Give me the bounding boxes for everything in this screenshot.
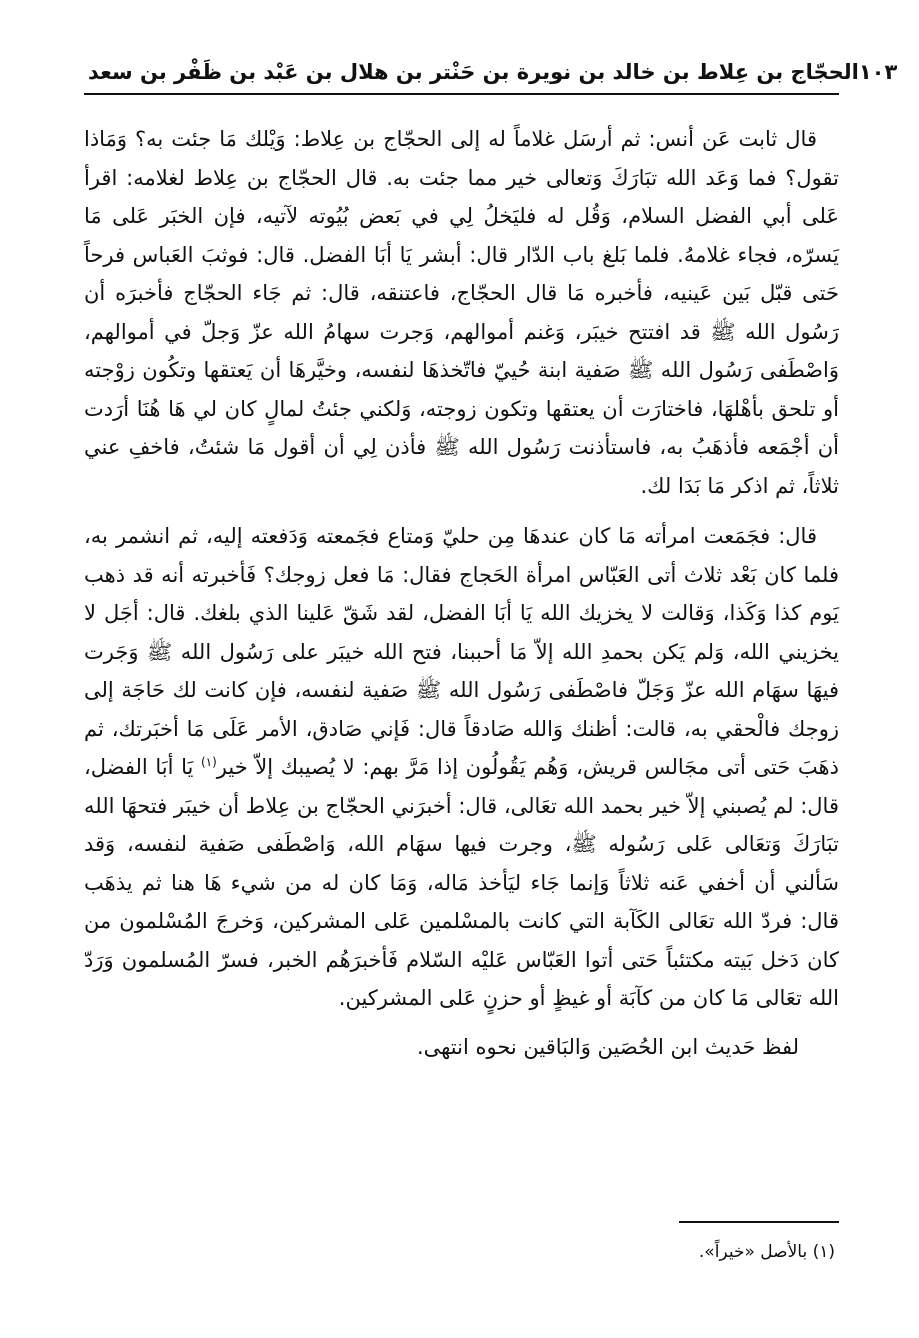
paragraph-3: لفظ حَديث ابن الحُصَين وَالبَاقين نحوه انتهى. <box>416 1034 799 1059</box>
paragraph-2 <box>84 517 839 1018</box>
footnote: (١) بالأصل «خيراً». <box>698 1242 835 1262</box>
footnote-rule <box>679 1221 839 1223</box>
paragraph-2-continuation: يَا أبَا الفضل، قال: لم يُصبني إلاّ خير بحمد الله تعَالى، قال: أخبرَني الحجّاج بن عِلاط أن خيبَر فتحهَا الله تبَارَكَ وَتعَالى عَلى رَسُوله ﷺ، وجرت فيها سهَام الله، وَاصْطَفى صَفية لنفسه، وَقد سَألني أن أخفي عَنه ثلاثاً وَإنما جَاء ليَأخذ مَاله، وَمَا كان له من شيء هَا هنا ثم يذهَب قال: فردّ الله تعَالى الكَآبة التي كانت بالمسْلمين عَلى المشركين، وَخرجَ المُسْلمون من كان دَخل بَيته مكتئباً حَتى أتوا العَبّاس عَليْه السّلام فَأخبرَهُم الخبر، فسرّ المُسلمون وَرَدّ الله تعَالى مَا كان من كآبَة أو غيظٍ أو حزنٍ عَلى المشركين. <box>84 755 839 1010</box>
page-number: ١٠٣ <box>858 60 898 84</box>
body-text <box>84 120 839 1066</box>
paragraph-1: قال ثابت عَن أنس: ثم أرسَل غلاماً له إلى الحجّاج بن عِلاط: وَيْلك مَا جئت به؟ وَمَاذا تقول؟ فما وَعَد الله تبَارَكَ وَتعالى خير مما جئت به. قال الحجّاج بن عِلاط لغلامه: اقرأ عَلى أبي الفضل السلام، وَقُل له فليَخلُ لِي في بَعض بُيُوته لآتيه، فإن الخبَر عَلى مَا يَسرّه، فجاء غلامهُ. فلما بَلغ باب الدّار قال: أبشر يَا أبَا الفضل. قال: فوثبَ العَباس فرحاً حَتى قبّل بَين عَينيه، فأخبره مَا قال الحجّاج، فاعتنقه، قال: ثم جَاء الحجّاج فأخبرَه أن رَسُول الله ﷺ قد افتتح خيبَر، وَغنم أموالهم، وَجرت سهامُ الله عزّ وَجلّ في أموالهم، وَاصْطَفى رَسُول الله ﷺ صَفية ابنة حُييّ فاتّخذهَا لنفسه، وخيَّرهَا أن يَعتقها وتكُون زوْجته أو تلحق بأهْلهَا، فاختارَت أن يعتقها وتكون زوجته، وَلكني جئتُ لمالٍ كان لي هَا هُنَا أرَدت أن أجْمَعه فأذهَبُ به، فاستأذنت رَسُول الله ﷺ فأذن لِي أن أقول مَا شئتُ، فاخفِ عني ثلاثاً، ثم اذكر مَا بَدَا لك. <box>84 127 839 498</box>
page-header <box>88 52 898 92</box>
header-rule <box>84 93 839 95</box>
paragraph-2-text: قال: فجَمَعت امرأته مَا كان عندهَا مِن حليّ وَمتاع فجَمعته وَدَفعته إليه، ثم انشمر به، فلما كان بَعْد ثلاث أتى العَبّاس امرأة الحَجاج فقال: مَا فعل زوجك؟ فَأخبرته أنه قد ذهب يَوم كذا وَكَذا، وَقالت لا يخزيك الله يَا أبَا الفضل، لقد شَقّ عَلينا الذي بلغك. قال: أجَل لا يخزيني الله، وَلم يَكن بحمدِ الله إلاّ مَا أحببنا، فتح الله خيبَر على رَسُول الله ﷺ وَجَرت فيهَا سهَام الله عزّ وَجَلّ فاصْطَفى رَسُول الله ﷺ صَفية لنفسه، فإن كانت لك حَاجَة إلى زوجك فالْحقي به، قالت: أظنك وَالله صَادقاً قال: فَإني صَادق، الأمر عَلَى مَا أخبَرتك، ثم ذهَبَ حَتى أتى مجَالس قريش، وَهُم يَقُولُون إذا مَرَّ بهم: لا يُصيبك إلاّ خير <box>84 524 839 779</box>
running-title: الحجّاج بن عِلاط بن خالد بن نويرة بن حَنْتر بن هلال بن عَبْد بن ظَفْر بن سعد <box>88 60 859 84</box>
footnote-reference: (١) <box>200 755 217 769</box>
